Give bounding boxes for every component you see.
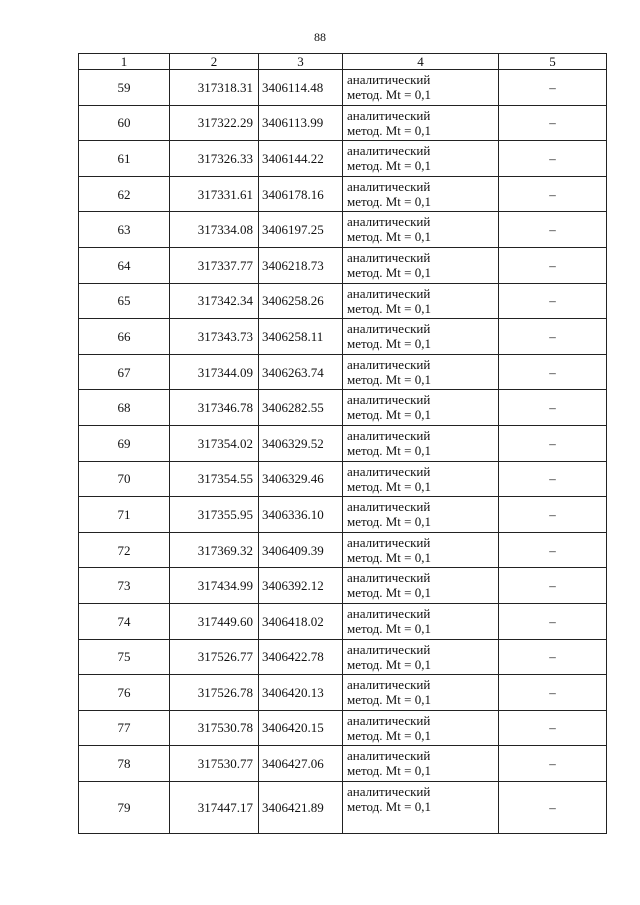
method-line-1: аналитический (347, 143, 431, 159)
table-body (79, 70, 607, 834)
method-line-2: метод. Mt = 0,1 (347, 478, 431, 494)
method-line-1: аналитический (347, 107, 431, 123)
point-number-cell: 72 (79, 532, 170, 568)
x-coordinate-cell: 317337.77 (170, 247, 259, 283)
point-number-cell: 63 (79, 212, 170, 248)
y-coordinate-cell: 3406427.06 (259, 746, 343, 782)
method-line-2: метод. Mt = 0,1 (347, 229, 431, 245)
method-line-2: метод. Mt = 0,1 (347, 87, 431, 102)
point-number-cell: 78 (79, 746, 170, 782)
point-number-cell: 79 (79, 781, 170, 833)
table-row (79, 212, 607, 248)
point-number-cell: 59 (79, 70, 170, 106)
column-5-cell: – (499, 639, 607, 675)
point-number-cell: 68 (79, 390, 170, 426)
method-line-1: аналитический (347, 783, 431, 799)
point-number-cell: 64 (79, 247, 170, 283)
column-5-cell: – (499, 781, 607, 833)
x-coordinate-cell: 317530.77 (170, 746, 259, 782)
x-coordinate-cell: 317331.61 (170, 176, 259, 212)
column-5-cell: – (499, 532, 607, 568)
method-line-2: метод. Mt = 0,1 (347, 763, 431, 779)
method-cell (343, 390, 499, 426)
point-number-cell: 66 (79, 319, 170, 355)
method-cell (343, 710, 499, 746)
x-coordinate-cell: 317530.78 (170, 710, 259, 746)
method-line-1: аналитический (347, 427, 431, 443)
column-5-cell: – (499, 461, 607, 497)
method-line-2: метод. Mt = 0,1 (347, 798, 431, 814)
method-line-1: аналитический (347, 463, 431, 479)
method-line-1: аналитический (347, 178, 431, 194)
method-line-1: аналитический (347, 570, 431, 586)
table-row (79, 710, 607, 746)
point-number-cell: 73 (79, 568, 170, 604)
method-line-2: метод. Mt = 0,1 (347, 656, 431, 672)
point-number-cell: 70 (79, 461, 170, 497)
method-cell (343, 105, 499, 141)
y-coordinate-cell: 3406329.46 (259, 461, 343, 497)
x-coordinate-cell: 317526.78 (170, 675, 259, 711)
column-5-cell: – (499, 141, 607, 177)
y-coordinate-cell: 3406114.48 (259, 70, 343, 106)
method-cell (343, 639, 499, 675)
method-line-1: аналитический (347, 72, 431, 87)
method-cell (343, 425, 499, 461)
column-5-cell: – (499, 105, 607, 141)
method-line-1: аналитический (347, 321, 431, 337)
point-number-cell: 76 (79, 675, 170, 711)
y-coordinate-cell: 3406420.13 (259, 675, 343, 711)
y-coordinate-cell: 3406418.02 (259, 603, 343, 639)
table-row (79, 319, 607, 355)
table-row (79, 746, 607, 782)
method-cell (343, 781, 499, 833)
column-5-cell: – (499, 176, 607, 212)
point-number-cell: 71 (79, 497, 170, 533)
column-5-cell: – (499, 283, 607, 319)
method-line-2: метод. Mt = 0,1 (347, 300, 431, 316)
method-cell (343, 746, 499, 782)
method-cell (343, 675, 499, 711)
y-coordinate-cell: 3406422.78 (259, 639, 343, 675)
method-line-2: метод. Mt = 0,1 (347, 620, 431, 636)
table-row (79, 781, 607, 833)
method-line-1: аналитический (347, 356, 431, 372)
method-line-2: метод. Mt = 0,1 (347, 371, 431, 387)
method-cell (343, 354, 499, 390)
y-coordinate-cell: 3406392.12 (259, 568, 343, 604)
method-line-1: аналитический (347, 748, 431, 764)
x-coordinate-cell: 317434.99 (170, 568, 259, 604)
column-5-cell: – (499, 675, 607, 711)
method-line-2: метод. Mt = 0,1 (347, 692, 431, 708)
method-cell (343, 212, 499, 248)
method-cell (343, 319, 499, 355)
method-line-2: метод. Mt = 0,1 (347, 442, 431, 458)
column-5-cell: – (499, 319, 607, 355)
method-line-2: метод. Mt = 0,1 (347, 158, 431, 174)
method-line-1: аналитический (347, 214, 431, 230)
x-coordinate-cell: 317447.17 (170, 781, 259, 833)
column-5-cell: – (499, 497, 607, 533)
header-col-4: 4 (343, 54, 499, 70)
method-line-2: метод. Mt = 0,1 (347, 514, 431, 530)
y-coordinate-cell: 3406421.89 (259, 781, 343, 833)
method-cell (343, 70, 499, 106)
table-row (79, 105, 607, 141)
column-5-cell: – (499, 247, 607, 283)
method-cell (343, 532, 499, 568)
table-row (79, 141, 607, 177)
table-row (79, 425, 607, 461)
table-row (79, 497, 607, 533)
method-cell (343, 141, 499, 177)
table-row (79, 283, 607, 319)
method-line-1: аналитический (347, 605, 431, 621)
x-coordinate-cell: 317449.60 (170, 603, 259, 639)
method-line-1: аналитический (347, 249, 431, 265)
column-5-cell: – (499, 746, 607, 782)
method-line-2: метод. Mt = 0,1 (347, 407, 431, 423)
point-number-cell: 60 (79, 105, 170, 141)
method-line-1: аналитический (347, 392, 431, 408)
y-coordinate-cell: 3406282.55 (259, 390, 343, 426)
y-coordinate-cell: 3406178.16 (259, 176, 343, 212)
method-line-1: аналитический (347, 641, 431, 657)
method-line-2: метод. Mt = 0,1 (347, 193, 431, 209)
column-5-cell: – (499, 70, 607, 106)
column-5-cell: – (499, 425, 607, 461)
method-cell (343, 568, 499, 604)
table-row (79, 603, 607, 639)
column-5-cell: – (499, 390, 607, 426)
table-row (79, 390, 607, 426)
method-cell (343, 497, 499, 533)
table-row (79, 70, 607, 106)
point-number-cell: 62 (79, 176, 170, 212)
column-5-cell: – (499, 212, 607, 248)
method-line-2: метод. Mt = 0,1 (347, 727, 431, 743)
point-number-cell: 65 (79, 283, 170, 319)
x-coordinate-cell: 317342.34 (170, 283, 259, 319)
point-number-cell: 67 (79, 354, 170, 390)
point-number-cell: 74 (79, 603, 170, 639)
column-5-cell: – (499, 568, 607, 604)
x-coordinate-cell: 317354.02 (170, 425, 259, 461)
method-line-2: метод. Mt = 0,1 (347, 549, 431, 565)
method-line-2: метод. Mt = 0,1 (347, 336, 431, 352)
x-coordinate-cell: 317354.55 (170, 461, 259, 497)
y-coordinate-cell: 3406197.25 (259, 212, 343, 248)
method-cell (343, 283, 499, 319)
y-coordinate-cell: 3406113.99 (259, 105, 343, 141)
y-coordinate-cell: 3406144.22 (259, 141, 343, 177)
method-line-2: метод. Mt = 0,1 (347, 585, 431, 601)
method-cell (343, 176, 499, 212)
table-header-row (79, 54, 607, 70)
x-coordinate-cell: 317334.08 (170, 212, 259, 248)
method-cell (343, 603, 499, 639)
method-line-1: аналитический (347, 677, 431, 693)
point-number-cell: 75 (79, 639, 170, 675)
x-coordinate-cell: 317369.32 (170, 532, 259, 568)
x-coordinate-cell: 317355.95 (170, 497, 259, 533)
y-coordinate-cell: 3406336.10 (259, 497, 343, 533)
header-col-5: 5 (499, 54, 607, 70)
x-coordinate-cell: 317343.73 (170, 319, 259, 355)
method-line-1: аналитический (347, 499, 431, 515)
method-line-2: метод. Mt = 0,1 (347, 122, 431, 138)
y-coordinate-cell: 3406258.26 (259, 283, 343, 319)
x-coordinate-cell: 317526.77 (170, 639, 259, 675)
table-row (79, 354, 607, 390)
column-5-cell: – (499, 354, 607, 390)
y-coordinate-cell: 3406409.39 (259, 532, 343, 568)
method-cell (343, 461, 499, 497)
point-number-cell: 77 (79, 710, 170, 746)
method-line-1: аналитический (347, 534, 431, 550)
x-coordinate-cell: 317322.29 (170, 105, 259, 141)
table-row (79, 461, 607, 497)
coordinates-table (78, 53, 607, 834)
y-coordinate-cell: 3406218.73 (259, 247, 343, 283)
y-coordinate-cell: 3406420.15 (259, 710, 343, 746)
header-col-2: 2 (170, 54, 259, 70)
page-number: 88 (314, 30, 326, 44)
point-number-cell: 61 (79, 141, 170, 177)
table-row (79, 532, 607, 568)
table-row (79, 639, 607, 675)
method-line-1: аналитический (347, 712, 431, 728)
column-5-cell: – (499, 603, 607, 639)
method-cell (343, 247, 499, 283)
x-coordinate-cell: 317344.09 (170, 354, 259, 390)
table-row (79, 176, 607, 212)
table-row (79, 675, 607, 711)
x-coordinate-cell: 317318.31 (170, 70, 259, 106)
point-number-cell: 69 (79, 425, 170, 461)
method-line-1: аналитический (347, 285, 431, 301)
y-coordinate-cell: 3406263.74 (259, 354, 343, 390)
column-5-cell: – (499, 710, 607, 746)
method-line-2: метод. Mt = 0,1 (347, 264, 431, 280)
x-coordinate-cell: 317326.33 (170, 141, 259, 177)
header-col-1: 1 (79, 54, 170, 70)
y-coordinate-cell: 3406258.11 (259, 319, 343, 355)
table-row (79, 247, 607, 283)
table-row (79, 568, 607, 604)
header-col-3: 3 (259, 54, 343, 70)
x-coordinate-cell: 317346.78 (170, 390, 259, 426)
y-coordinate-cell: 3406329.52 (259, 425, 343, 461)
